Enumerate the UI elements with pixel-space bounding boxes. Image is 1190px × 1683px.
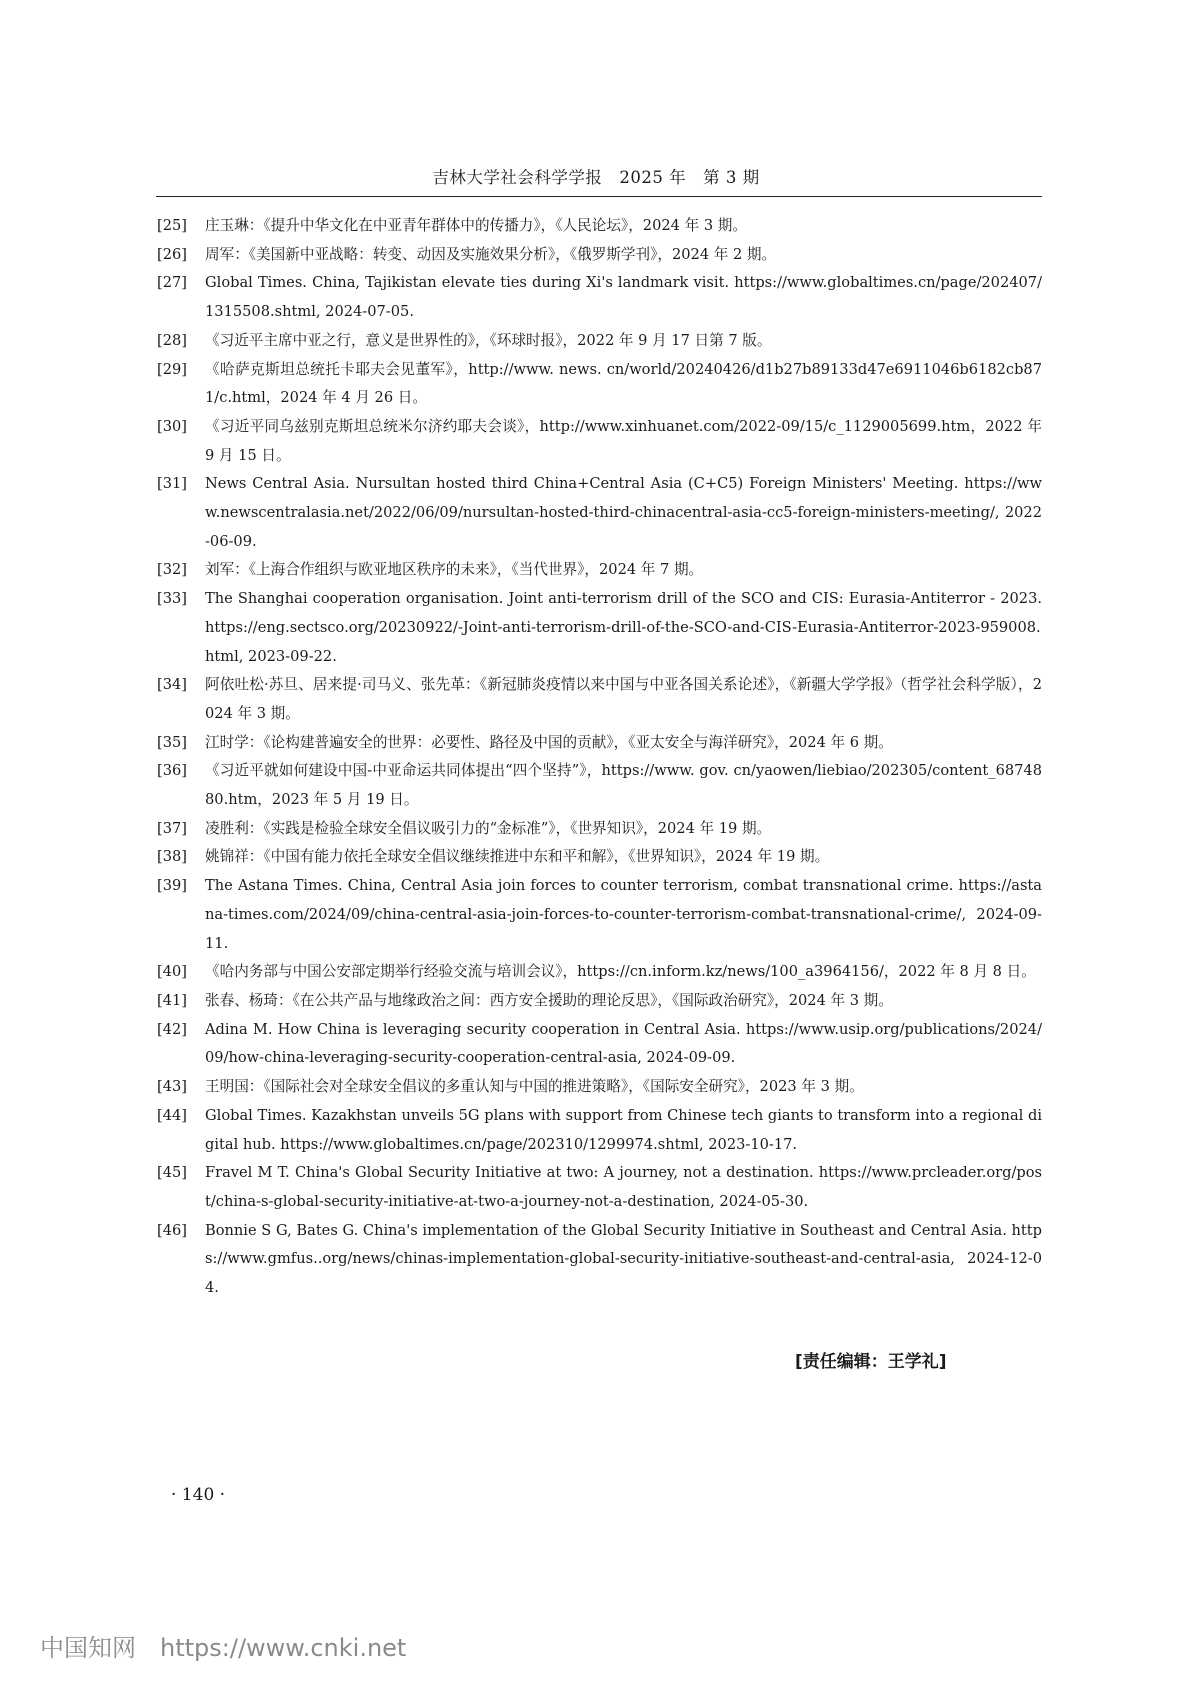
reference-number: [25]	[157, 217, 187, 234]
reference-number: [46]	[157, 1221, 187, 1239]
reference-text: 周军：《美国新中亚战略：转变、动因及实施效果分析》，《俄罗斯学刊》，2024 年 2 期。	[205, 245, 777, 263]
reference-text: 凌胜利：《实践是检验全球安全倡议吸引力的“金标准”》，《世界知识》，2024 年 19 期。	[205, 819, 772, 837]
reference-text: 江时学：《论构建普遍安全的世界：必要性、路径及中国的贡献》，《亚太安全与海洋研究》，2024 年 6 期。	[205, 733, 893, 751]
reference-text: 阿依吐松·苏旦、居来提·司马义、张先革：《新冠肺炎疫情以来中国与中亚各国关系论述》，《新疆大学学报》（哲学社会科学版），2024 年 3 期。	[205, 676, 1042, 722]
reference-list	[157, 212, 1042, 1303]
reference-item	[157, 470, 1042, 556]
responsible-editor: [责任编辑：王学礼]	[795, 1352, 947, 1372]
reference-number: [45]	[157, 1164, 187, 1182]
reference-item	[157, 815, 1042, 844]
reference-text: 《哈内务部与中国公安部定期举行经验交流与培训会议》，https://cn.inform.kz/news/100_a3964156/，2022 年 8 月 8 日。	[205, 963, 1036, 981]
reference-number: [41]	[157, 991, 187, 1009]
page-number: · 140 ·	[171, 1485, 226, 1505]
reference-item	[157, 1217, 1042, 1303]
reference-item	[157, 958, 1042, 987]
reference-number: [30]	[157, 417, 187, 435]
reference-item	[157, 1102, 1042, 1159]
reference-item	[157, 356, 1042, 413]
reference-item	[157, 872, 1042, 958]
reference-number: [32]	[157, 561, 187, 579]
reference-text: News Central Asia. Nursultan hosted third China+Central Asia (C+C5) Foreign Ministers' Meeting. https://www.newscentralasia.net/2022/06/09/nursultan-hosted-third-chinacentral-asia-cc5-foreign-ministers-meeting/, 2022-06-09.	[205, 475, 1042, 550]
reference-number: [35]	[157, 733, 187, 751]
reference-number: [40]	[157, 963, 187, 981]
reference-text: 庄玉琳：《提升中华文化在中亚青年群体中的传播力》，《人民论坛》，2024 年 3 期。	[205, 217, 747, 234]
reference-item	[157, 671, 1042, 728]
reference-item	[157, 729, 1042, 758]
header-rule	[156, 196, 1042, 197]
reference-text: 姚锦祥：《中国有能力依托全球安全倡议继续推进中东和平和解》，《世界知识》，2024 年 19 期。	[205, 848, 830, 866]
reference-item	[157, 269, 1042, 326]
reference-item	[157, 241, 1042, 270]
reference-text: Bonnie S G, Bates G. China's implementation of the Global Security Initiative in Southeast and Central Asia. https://www.gmfus..org/news/chinas-implementation-global-security-initiative-southeast-and-central-asia, 2024-12-04.	[205, 1221, 1042, 1297]
reference-item	[157, 1159, 1042, 1216]
reference-item	[157, 327, 1042, 356]
reference-number: [28]	[157, 331, 187, 349]
reference-item	[157, 843, 1042, 872]
cnki-watermark	[40, 1628, 406, 1663]
reference-number: [43]	[157, 1078, 187, 1096]
reference-text: Global Times. China, Tajikistan elevate ties during Xi's landmark visit. https://www.globaltimes.cn/page/202407/1315508.shtml, 2024-07-05.	[205, 274, 1042, 321]
reference-number: [38]	[157, 848, 187, 866]
reference-item	[157, 987, 1042, 1016]
reference-text: 《习近平主席中亚之行，意义是世界性的》，《环球时报》，2022 年 9 月 17 日第 7 版。	[205, 331, 772, 349]
reference-item	[157, 413, 1042, 470]
reference-text: Global Times. Kazakhstan unveils 5G plans with support from Chinese tech giants to transform into a regional digital hub. https://www.globaltimes.cn/page/202310/1299974.shtml, 2023-10-17.	[205, 1106, 1042, 1153]
reference-number: [34]	[157, 676, 187, 694]
reference-number: [31]	[157, 475, 187, 493]
reference-item	[157, 1073, 1042, 1102]
reference-item	[157, 757, 1042, 814]
reference-text: 《习近平同乌兹别克斯坦总统米尔济约耶夫会谈》，http://www.xinhuanet.com/2022-09/15/c_1129005699.htm，2022 年 9 月 15 日。	[205, 417, 1042, 464]
reference-text: The Shanghai cooperation organisation. Joint anti-terrorism drill of the SCO and CIS: Eurasia-Antiterror - 2023. https://eng.sectsco.org/20230922/-Joint-anti-terrorism-drill-of-the-SCO-and-CIS-Eurasia-Antiterror-2023-959008.html, 2023-09-22.	[205, 590, 1042, 665]
reference-number: [37]	[157, 819, 187, 837]
reference-item	[157, 585, 1042, 671]
running-header: 吉林大学社会科学学报 2025 年 第 3 期	[432, 168, 760, 187]
reference-text: 《习近平就如何建设中国-中亚命运共同体提出“四个坚持”》，https://www. gov. cn/yaowen/liebiao/202305/content_6874880.htm，2023 年 5 月 19 日。	[205, 762, 1042, 809]
reference-number: [36]	[157, 762, 187, 780]
reference-item	[157, 212, 1042, 241]
reference-number: [29]	[157, 360, 187, 378]
reference-number: [42]	[157, 1020, 187, 1038]
reference-text: 刘军：《上海合作组织与欧亚地区秩序的未来》，《当代世界》，2024 年 7 期。	[205, 561, 704, 579]
reference-text: The Astana Times. China, Central Asia join forces to counter terrorism, combat transnational crime. https://astana-times.com/2024/09/china-central-asia-join-forces-to-counter-terrorism-combat-transnational-crime/, 2024-09-11.	[205, 877, 1042, 952]
reference-number: [33]	[157, 590, 187, 608]
reference-item	[157, 1016, 1042, 1073]
reference-number: [27]	[157, 274, 187, 292]
watermark-url: https://www.cnki.net	[160, 1634, 407, 1662]
reference-text: 张春、杨琦：《在公共产品与地缘政治之间：西方安全援助的理论反思》，《国际政治研究》，2024 年 3 期。	[205, 991, 893, 1009]
reference-text: Adina M. How China is leveraging security cooperation in Central Asia. https://www.usip.org/publications/2024/09/how-china-leveraging-security-cooperation-central-asia, 2024-09-09.	[205, 1020, 1042, 1067]
reference-item	[157, 556, 1042, 585]
reference-number: [39]	[157, 877, 187, 895]
reference-text: 王明国：《国际社会对全球安全倡议的多重认知与中国的推进策略》，《国际安全研究》，2023 年 3 期。	[205, 1078, 864, 1096]
watermark-brand: 中国知网	[40, 1634, 136, 1662]
reference-text: Fravel M T. China's Global Security Initiative at two: A journey, not a destination. https://www.prcleader.org/post/china-s-global-security-initiative-at-two-a-journey-not-a-destination, 2024-05-30.	[205, 1164, 1042, 1210]
reference-text: 《哈萨克斯坦总统托卡耶夫会见董军》，http://www. news. cn/world/20240426/d1b27b89133d47e6911046b6182cb871/c.html，2024 年 4 月 26 日。	[205, 360, 1042, 407]
reference-number: [26]	[157, 245, 187, 263]
reference-number: [44]	[157, 1106, 187, 1124]
